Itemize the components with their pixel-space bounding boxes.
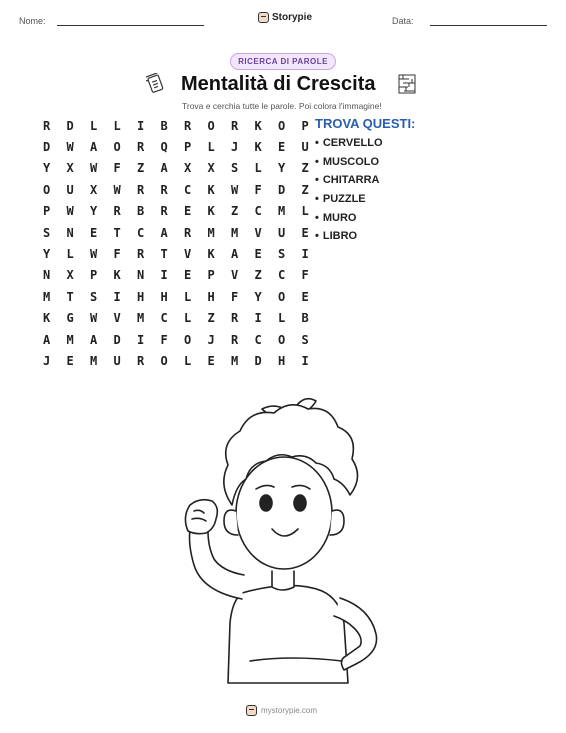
grid-letter[interactable]: F <box>113 247 121 262</box>
grid-letter[interactable]: Y <box>278 161 286 176</box>
grid-letter[interactable]: Z <box>137 161 145 176</box>
word-search-grid <box>43 115 325 372</box>
grid-letter[interactable]: Z <box>301 161 309 176</box>
grid-letter[interactable]: T <box>160 247 168 262</box>
grid-letter[interactable]: K <box>207 204 215 219</box>
grid-letter[interactable]: M <box>231 225 239 240</box>
grid-letter[interactable]: G <box>66 311 74 326</box>
grid-letter[interactable]: F <box>160 332 168 347</box>
grid-letter[interactable]: Z <box>254 268 262 283</box>
grid-row <box>43 222 325 243</box>
grid-letter[interactable]: I <box>137 332 145 347</box>
name-field-line[interactable] <box>57 25 204 26</box>
grid-letter[interactable]: W <box>90 311 98 326</box>
grid-letter[interactable]: W <box>231 182 239 197</box>
bullet: • <box>315 174 319 187</box>
grid-letter[interactable]: S <box>43 225 51 240</box>
date-label: Data: <box>392 16 414 26</box>
grid-letter[interactable]: E <box>301 225 309 240</box>
grid-letter[interactable]: O <box>43 182 51 197</box>
grid-letter[interactable]: L <box>301 204 309 219</box>
bullet: • <box>315 137 319 150</box>
grid-letter[interactable]: O <box>160 353 168 368</box>
grid-letter[interactable]: C <box>137 225 145 240</box>
grid-letter[interactable]: E <box>254 247 262 262</box>
grid-letter[interactable]: I <box>301 247 309 262</box>
grid-letter[interactable]: K <box>207 247 215 262</box>
grid-letter[interactable]: J <box>43 353 51 368</box>
word-list-item <box>315 227 383 246</box>
grid-letter[interactable]: X <box>90 182 98 197</box>
grid-letter[interactable]: W <box>66 140 74 155</box>
grid-letter[interactable]: R <box>231 332 239 347</box>
grid-letter[interactable]: F <box>113 161 121 176</box>
grid-row <box>43 286 325 307</box>
grid-letter[interactable]: L <box>113 118 121 133</box>
grid-letter[interactable]: O <box>278 289 286 304</box>
grid-row <box>43 329 325 350</box>
grid-row <box>43 243 325 264</box>
grid-row <box>43 155 325 179</box>
grid-letter[interactable]: W <box>90 161 98 176</box>
grid-letter[interactable]: L <box>184 289 192 304</box>
grid-letter[interactable]: C <box>254 332 262 347</box>
grid-letter[interactable]: K <box>254 118 262 133</box>
grid-letter[interactable]: L <box>66 247 74 262</box>
bullet: • <box>315 193 319 206</box>
grid-letter[interactable]: S <box>231 161 239 176</box>
grid-letter[interactable]: A <box>90 332 98 347</box>
grid-letter[interactable]: L <box>184 311 192 326</box>
grid-letter[interactable]: J <box>207 332 215 347</box>
grid-letter[interactable]: H <box>278 353 286 368</box>
grid-letter[interactable]: B <box>301 311 309 326</box>
grid-letter[interactable]: C <box>278 268 286 283</box>
grid-letter[interactable]: U <box>66 182 74 197</box>
grid-letter[interactable]: X <box>66 161 74 176</box>
grid-letter[interactable]: Q <box>160 140 168 155</box>
grid-letter[interactable]: F <box>301 268 309 283</box>
grid-letter[interactable]: R <box>160 182 168 197</box>
grid-letter[interactable]: K <box>254 140 262 155</box>
word-text: LIBRO <box>322 230 358 243</box>
grid-letter[interactable]: L <box>90 118 98 133</box>
grid-letter[interactable]: D <box>254 353 262 368</box>
grid-letter[interactable]: Z <box>231 204 239 219</box>
grid-letter[interactable]: M <box>43 289 51 304</box>
grid-letter[interactable]: S <box>90 289 98 304</box>
word-text: CHITARRA <box>322 174 380 187</box>
brand-name: Storypie <box>272 12 313 23</box>
grid-letter[interactable]: M <box>278 204 286 219</box>
grid-letter[interactable]: N <box>43 268 51 283</box>
grid-letter[interactable]: Y <box>90 204 98 219</box>
grid-letter[interactable]: S <box>278 247 286 262</box>
grid-letter[interactable]: I <box>160 268 168 283</box>
grid-letter[interactable]: X <box>66 268 74 283</box>
grid-letter[interactable]: P <box>43 204 51 219</box>
grid-letter[interactable]: X <box>184 161 192 176</box>
grid-letter[interactable]: L <box>254 161 262 176</box>
grid-letter[interactable]: V <box>254 225 262 240</box>
word-list-item <box>315 171 383 190</box>
grid-letter[interactable]: C <box>254 204 262 219</box>
grid-letter[interactable]: E <box>90 225 98 240</box>
grid-letter[interactable]: R <box>137 182 145 197</box>
grid-letter[interactable]: P <box>184 140 192 155</box>
grid-letter[interactable]: F <box>231 289 239 304</box>
grid-letter[interactable]: W <box>66 204 74 219</box>
footer-site-link[interactable]: mystorypie.com <box>261 706 318 715</box>
grid-letter[interactable]: R <box>160 204 168 219</box>
grid-row <box>43 115 325 136</box>
grid-letter[interactable]: R <box>184 225 192 240</box>
name-label: Nome: <box>19 16 46 26</box>
grid-letter[interactable]: P <box>90 268 98 283</box>
activity-badge: RICERCA DI PAROLE <box>230 53 336 70</box>
grid-letter[interactable]: U <box>301 140 309 155</box>
grid-letter[interactable]: P <box>207 268 215 283</box>
grid-letter[interactable]: M <box>231 353 239 368</box>
grid-letter[interactable]: R <box>231 118 239 133</box>
grid-letter[interactable]: E <box>184 268 192 283</box>
grid-letter[interactable]: U <box>113 353 121 368</box>
grid-letter[interactable]: K <box>207 182 215 197</box>
grid-letter[interactable]: N <box>66 225 74 240</box>
grid-letter[interactable]: A <box>90 140 98 155</box>
grid-letter[interactable]: R <box>137 353 145 368</box>
grid-letter[interactable]: H <box>160 289 168 304</box>
grid-letter[interactable]: D <box>66 118 74 133</box>
word-list-item <box>315 190 383 209</box>
grid-letter[interactable]: I <box>113 289 121 304</box>
word-list-item <box>315 134 383 153</box>
grid-letter[interactable]: V <box>184 247 192 262</box>
grid-letter[interactable]: M <box>90 353 98 368</box>
word-list <box>315 134 383 246</box>
grid-letter[interactable]: L <box>184 353 192 368</box>
grid-letter[interactable]: P <box>301 118 309 133</box>
grid-letter[interactable]: F <box>254 182 262 197</box>
bullet: • <box>315 155 319 168</box>
grid-letter[interactable]: S <box>301 332 309 347</box>
grid-row <box>43 201 325 222</box>
word-list-item <box>315 208 383 227</box>
grid-letter[interactable]: R <box>113 204 121 219</box>
grid-letter[interactable]: W <box>90 247 98 262</box>
scroll-icon <box>146 73 166 100</box>
grid-letter[interactable]: R <box>43 118 51 133</box>
word-text: MURO <box>322 211 357 224</box>
coloring-illustration-boy <box>180 393 385 700</box>
grid-letter[interactable]: D <box>113 332 121 347</box>
grid-letter[interactable]: B <box>137 204 145 219</box>
grid-letter[interactable]: R <box>231 311 239 326</box>
grid-letter[interactable]: A <box>43 332 51 347</box>
footer-logo-icon <box>246 705 257 716</box>
grid-letter[interactable]: R <box>184 118 192 133</box>
grid-letter[interactable]: A <box>231 247 239 262</box>
grid-letter[interactable]: D <box>278 182 286 197</box>
grid-letter[interactable]: Z <box>301 182 309 197</box>
grid-letter[interactable]: D <box>43 140 51 155</box>
grid-letter[interactable]: W <box>113 182 121 197</box>
grid-letter[interactable]: C <box>184 182 192 197</box>
grid-letter[interactable]: H <box>137 289 145 304</box>
grid-letter[interactable]: Y <box>43 247 51 262</box>
grid-letter[interactable]: V <box>113 311 121 326</box>
grid-letter[interactable]: Y <box>254 289 262 304</box>
grid-row <box>43 350 325 371</box>
word-list-heading: TROVA QUESTI: <box>315 116 416 131</box>
word-text: MUSCOLO <box>322 155 380 168</box>
grid-row <box>43 179 325 200</box>
brand-logo <box>258 12 312 23</box>
grid-letter[interactable]: O <box>278 332 286 347</box>
footer <box>246 705 317 716</box>
grid-letter[interactable]: U <box>278 225 286 240</box>
grid-letter[interactable]: E <box>278 140 286 155</box>
grid-letter[interactable]: N <box>137 268 145 283</box>
grid-letter[interactable]: J <box>231 140 239 155</box>
grid-letter[interactable]: K <box>43 311 51 326</box>
grid-row <box>43 265 325 286</box>
storypie-logo-icon <box>258 12 269 23</box>
grid-row <box>43 136 325 157</box>
date-field-line[interactable] <box>430 25 547 26</box>
grid-letter[interactable]: O <box>207 118 215 133</box>
word-text: CERVELLO <box>322 137 383 150</box>
grid-letter[interactable]: I <box>137 118 145 133</box>
grid-letter[interactable]: B <box>160 118 168 133</box>
grid-letter[interactable]: I <box>301 353 309 368</box>
grid-letter[interactable]: K <box>113 268 121 283</box>
grid-letter[interactable]: M <box>207 225 215 240</box>
bullet: • <box>315 211 319 224</box>
grid-letter[interactable]: Y <box>43 161 51 176</box>
grid-letter[interactable]: O <box>113 140 121 155</box>
grid-letter[interactable]: R <box>137 140 145 155</box>
grid-letter[interactable]: T <box>113 225 121 240</box>
grid-letter[interactable]: V <box>231 268 239 283</box>
grid-letter[interactable]: M <box>137 311 145 326</box>
grid-letter[interactable]: T <box>66 289 74 304</box>
page-title: Mentalità di Crescita <box>181 73 376 95</box>
grid-letter[interactable]: E <box>66 353 74 368</box>
grid-letter[interactable]: A <box>160 225 168 240</box>
grid-letter[interactable]: O <box>184 332 192 347</box>
grid-letter[interactable]: L <box>278 311 286 326</box>
word-text: PUZZLE <box>322 193 366 206</box>
grid-letter[interactable]: E <box>184 204 192 219</box>
grid-letter[interactable]: X <box>207 161 215 176</box>
grid-letter[interactable]: A <box>160 161 168 176</box>
word-list-item <box>315 153 383 172</box>
grid-letter[interactable]: Z <box>207 311 215 326</box>
grid-row <box>43 308 325 329</box>
grid-letter[interactable]: I <box>254 311 262 326</box>
grid-letter[interactable]: M <box>66 332 74 347</box>
grid-letter[interactable]: O <box>278 118 286 133</box>
grid-letter[interactable]: E <box>207 353 215 368</box>
grid-letter[interactable]: C <box>160 311 168 326</box>
grid-letter[interactable]: E <box>301 289 309 304</box>
grid-letter[interactable]: R <box>137 247 145 262</box>
grid-letter[interactable]: H <box>207 289 215 304</box>
instructions-text: Trova e cerchia tutte le parole. Poi colora l'immagine! <box>182 101 382 111</box>
bullet: • <box>315 230 319 243</box>
grid-letter[interactable]: L <box>207 140 215 155</box>
brain-maze-icon <box>397 73 417 100</box>
